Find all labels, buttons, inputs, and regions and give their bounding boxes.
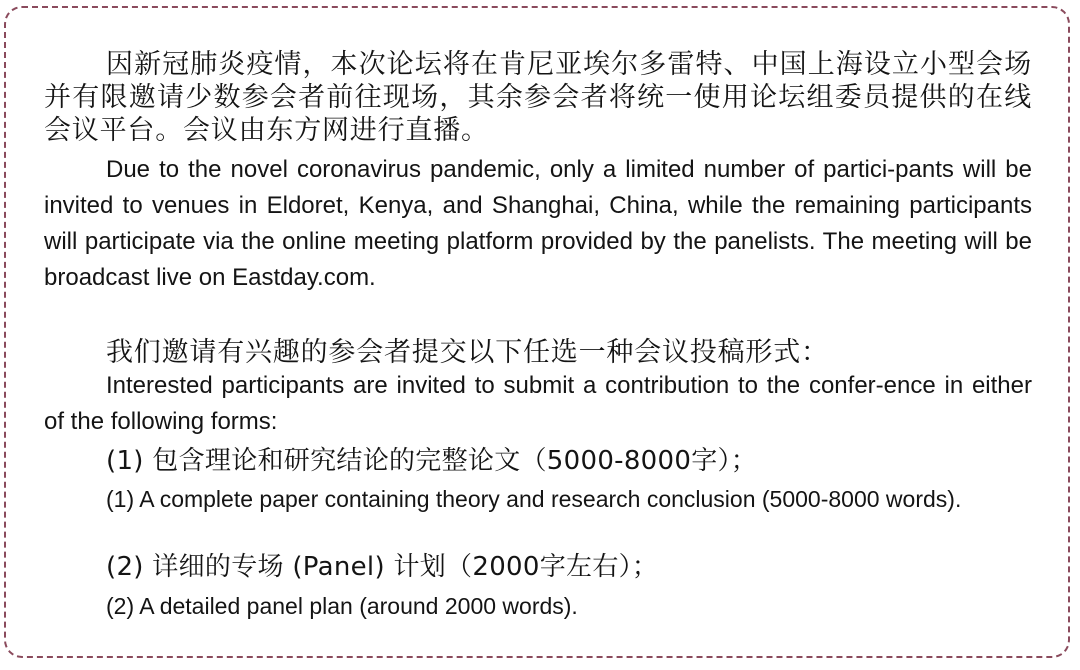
paragraph-1-english: Due to the novel coronavirus pandemic, only a limited number of partici-pants will be invited to venues in Eldoret, Kenya, and Shanghai, China, while the remaining participants will participate via the online meeting platform provided by the panelists. The meeting will be broadcast live on Eastday.com.: [44, 156, 1032, 291]
list-item-1-chinese: (1) 包含理论和研究结论的完整论文（5000-8000字）；: [106, 446, 758, 476]
paragraph-1-chinese: 因新冠肺炎疫情，本次论坛将在肯尼亚埃尔多雷特、中国上海设立小型会场并有限邀请少数参会者前往现场，其余参会者将统一使用论坛组委员提供的在线会议平台。会议由东方网进行直播。: [44, 49, 1032, 146]
list-item-2-english: (2) A detailed panel plan (around 2000 words).: [106, 593, 578, 619]
paragraph-2-chinese: 我们邀请有兴趣的参会者提交以下任选一种会议投稿形式：: [106, 337, 829, 368]
list-item-2-chinese: (2) 详细的专场 (Panel) 计划（2000字左右）；: [106, 552, 659, 582]
paragraph-2-english: Interested participants are invited to submit a contribution to the confer-ence in either of the following forms:: [44, 372, 1032, 435]
list-item-1-english: (1) A complete paper containing theory and research conclusion (5000-8000 words).: [106, 486, 962, 512]
notice-card: [4, 6, 1070, 658]
